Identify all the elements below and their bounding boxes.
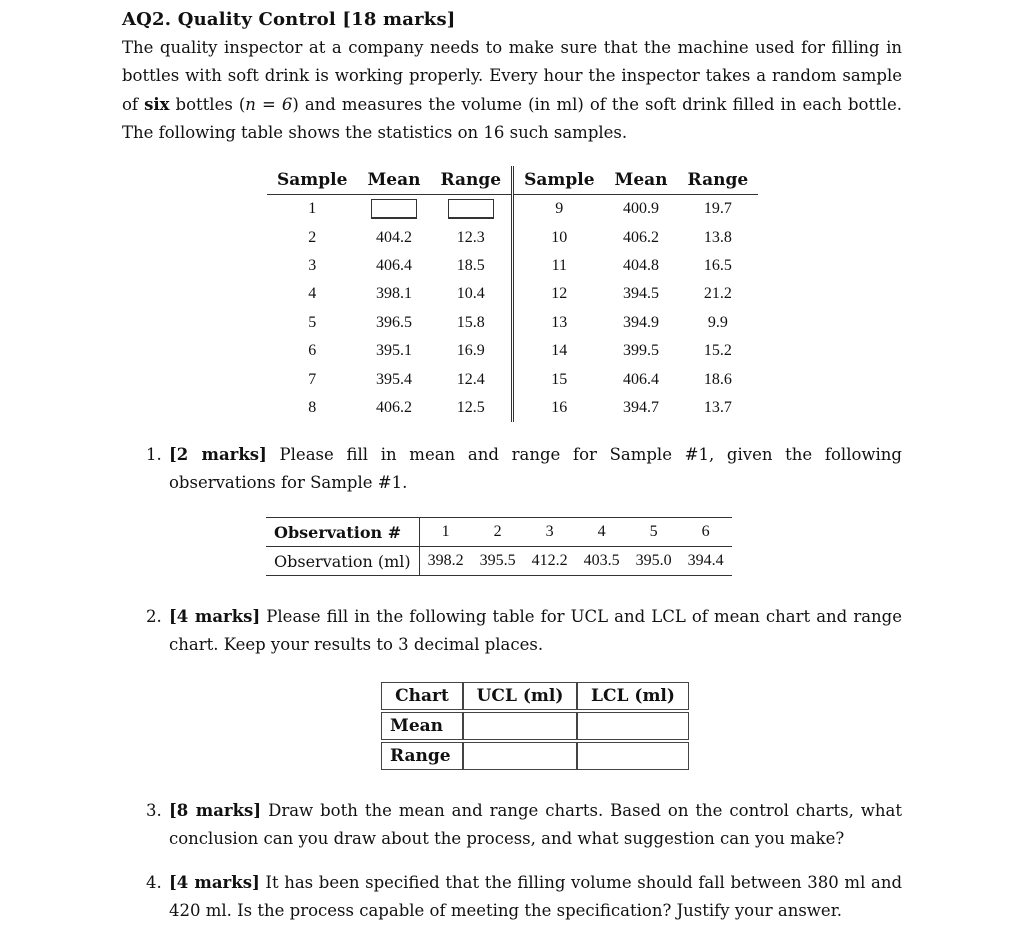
sample-mean: 394.5 (623, 285, 660, 303)
row-label-mean: Mean (381, 712, 463, 740)
sample-number: 2 (308, 228, 317, 246)
observation-number: 6 (680, 518, 732, 547)
blank-answer-box[interactable] (448, 199, 494, 219)
sample-mean: 406.2 (623, 228, 660, 246)
observation-number: 5 (628, 518, 680, 547)
observation-value: 394.4 (687, 552, 724, 569)
sample-number: 8 (308, 398, 317, 416)
sample-number: 15 (551, 370, 568, 388)
question-text: Please fill in mean and range for Sample #1, given the following observations for Sample #1. (169, 445, 902, 493)
sample-range: 15.8 (430, 309, 512, 337)
sample-mean: 394.7 (623, 398, 660, 416)
question-text: It has been specified that the filling volume should fall between 380 ml and 420 ml. Is the process capable of meeting the specification? Justify your answer. (169, 873, 903, 921)
sample-number: 4 (308, 285, 317, 303)
intro-paragraph (122, 34, 902, 148)
sample-mean: 398.1 (375, 285, 412, 303)
sample-range: 13.8 (703, 228, 732, 246)
sample-mean: 395.1 (375, 342, 412, 360)
sample-mean: 395.4 (375, 370, 412, 388)
sample-range[interactable] (430, 195, 512, 224)
stats-row (267, 223, 758, 251)
sample-number: 10 (551, 228, 568, 246)
question-1 (146, 441, 902, 498)
sample-range: 18.5 (430, 252, 512, 280)
observation-number: 3 (524, 518, 576, 547)
row-label-range: Range (381, 742, 463, 770)
observation-value: 395.5 (479, 552, 516, 569)
observation-number: 2 (472, 518, 524, 547)
sample-mean: 396.5 (375, 313, 412, 331)
page-body (122, 6, 902, 148)
stats-row (267, 280, 758, 308)
sample-number: 13 (551, 313, 568, 331)
sample-number: 16 (551, 398, 568, 416)
mean-ucl-cell[interactable] (463, 712, 577, 740)
sample-range: 21.2 (703, 285, 732, 303)
header-sample: Sample (267, 166, 357, 195)
question-text: Draw both the mean and range charts. Based on the control charts, what conclusion can you draw about the process, and what suggestion can you make? (169, 801, 902, 849)
sample-number: 14 (551, 342, 568, 360)
sample-mean: 399.5 (623, 342, 660, 360)
intro-text-3: ) and measures the volume (in ml) of the soft drink filled in each bottle. The following table shows the statistics on 16 such samples. (122, 94, 902, 143)
observation-number: 4 (576, 518, 628, 547)
sample-range: 19.7 (703, 200, 732, 218)
question-3 (146, 797, 902, 854)
sample-range: 12.5 (430, 394, 512, 422)
question-marks: [8 marks] (169, 801, 262, 820)
sample-number: 3 (308, 256, 317, 274)
range-lcl-cell[interactable] (577, 742, 689, 770)
sample-range: 10.4 (430, 280, 512, 308)
sample-range: 13.7 (703, 398, 732, 416)
sample-range: 15.2 (703, 342, 732, 360)
sample-number: 12 (551, 285, 568, 303)
question-2 (146, 603, 902, 660)
sample-range: 16.5 (703, 256, 732, 274)
sample-number: 6 (308, 342, 317, 360)
intro-bold: six (144, 94, 170, 114)
sample-mean: 406.2 (375, 398, 412, 416)
intro-text-1: The quality inspector at a company needs to make sure that the machine used for filling in bottles with soft drink is working properly. Every hour the inspector takes a random sample of (122, 38, 902, 114)
question-marks: [2 marks] (169, 445, 267, 464)
stats-header-row (267, 166, 758, 195)
header-sample-2: Sample (513, 166, 605, 195)
question-number: 1. (146, 445, 162, 464)
header-lcl: LCL (ml) (577, 682, 689, 710)
observation-number: 1 (419, 518, 472, 547)
header-range: Range (430, 166, 512, 195)
intro-text-2: bottles ( (169, 94, 246, 114)
sample-mean: 400.9 (623, 200, 660, 218)
sample-mean: 404.2 (375, 228, 412, 246)
stats-row (267, 365, 758, 393)
observation-value: 412.2 (531, 552, 568, 569)
stats-row (267, 394, 758, 422)
sample-mean: 406.4 (375, 256, 412, 274)
stats-row (267, 309, 758, 337)
question-number: 3. (146, 801, 162, 820)
sample-mean: 406.4 (623, 370, 660, 388)
sample-mean[interactable] (357, 195, 430, 224)
header-range-2: Range (678, 166, 759, 195)
observation-value: 395.0 (635, 552, 672, 569)
page-title: AQ2. Quality Control [18 marks] (122, 9, 456, 30)
header-chart: Chart (381, 682, 463, 710)
question-number: 2. (146, 607, 162, 626)
sample-range: 9.9 (707, 313, 728, 331)
observation-value: 403.5 (583, 552, 620, 569)
control-row-mean (381, 712, 689, 740)
stats-row (267, 337, 758, 365)
control-limits-table (381, 680, 689, 772)
observation-value: 398.2 (427, 552, 464, 569)
observation-value-row (266, 547, 732, 576)
observation-number-row (266, 518, 732, 547)
sample-stats-table (267, 166, 758, 422)
observation-table (266, 517, 732, 576)
sample-mean: 404.8 (623, 256, 660, 274)
stats-row (267, 252, 758, 280)
header-mean-2: Mean (605, 166, 678, 195)
stats-row (267, 195, 758, 224)
header-ucl: UCL (ml) (463, 682, 577, 710)
header-mean: Mean (357, 166, 430, 195)
question-4 (146, 869, 902, 926)
sample-number: 11 (551, 256, 567, 274)
question-text: Please fill in the following table for UCL and LCL of mean chart and range chart. Keep your results to 3 decimal places. (169, 607, 902, 655)
sample-range: 16.9 (430, 337, 512, 365)
sample-number: 1 (308, 200, 317, 218)
sample-number: 9 (555, 200, 564, 218)
control-header-row (381, 682, 689, 710)
observation-value-label: Observation (ml) (266, 547, 419, 576)
sample-number: 5 (308, 313, 317, 331)
question-marks: [4 marks] (169, 607, 261, 626)
blank-answer-box[interactable] (371, 199, 417, 219)
sample-range: 12.4 (430, 365, 512, 393)
sample-range: 18.6 (703, 370, 732, 388)
sample-number: 7 (308, 370, 317, 388)
range-ucl-cell[interactable] (463, 742, 577, 770)
question-marks: [4 marks] (169, 873, 260, 892)
intro-n-expression: n = 6 (245, 94, 293, 114)
question-number: 4. (146, 873, 162, 892)
mean-lcl-cell[interactable] (577, 712, 689, 740)
observation-number-label: Observation # (266, 518, 419, 547)
sample-mean: 394.9 (623, 313, 660, 331)
sample-range: 12.3 (430, 223, 512, 251)
control-row-range (381, 742, 689, 770)
